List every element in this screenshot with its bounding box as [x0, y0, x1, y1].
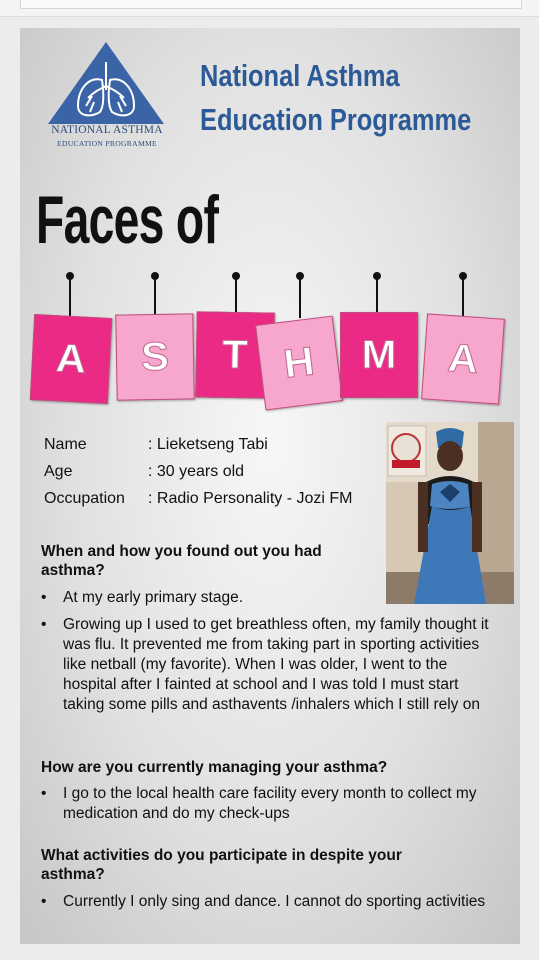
string — [235, 278, 237, 316]
top-bar-segment — [20, 0, 522, 9]
organization-title-line1: National Asthma — [200, 58, 400, 93]
tag-letter: H — [281, 338, 317, 387]
tag-letter: S — [140, 334, 170, 379]
headline: Faces of — [36, 182, 219, 258]
string — [299, 278, 301, 318]
profile-age-value: : 30 years old — [148, 463, 245, 480]
bullet-icon: • — [41, 785, 47, 802]
answer-text: I go to the local health care facility every month to collect my medication and do my check-ups — [63, 785, 477, 822]
poster — [20, 28, 520, 944]
tag-letter-m — [340, 312, 418, 398]
tag-letter-h — [255, 316, 343, 411]
profile-occupation-value: : Radio Personality - Jozi FM — [148, 490, 353, 507]
organization-title — [200, 54, 471, 142]
string — [376, 278, 378, 316]
profile-name-value: : Lieketseng Tabi — [148, 436, 268, 453]
bullet-icon: • — [41, 589, 47, 606]
tag-letter: A — [54, 335, 88, 382]
profile-occupation-label: Occupation — [44, 490, 125, 507]
question-1: When and how you found out you had asthma? — [41, 543, 322, 579]
tag-letter-s — [115, 313, 194, 400]
profile-name-label: Name — [44, 436, 87, 453]
logo-text-line2: EDUCATION PROGRAMME — [57, 139, 157, 148]
tag-letter: T — [221, 332, 249, 377]
profile-photo — [386, 422, 514, 604]
tag-letter-a — [30, 314, 112, 404]
tag-letter: M — [361, 332, 397, 377]
string — [462, 278, 464, 320]
answer-text: Growing up I used to get breathless often, my family thought it was flu. It prevented me from taking part in sporting activities like netball (my favorite). When I was older, I went to the hospital after I fainted at school and I was told I must start taking some pills and asthavents /inhalers which I still rely on — [63, 616, 489, 713]
answer-text: Currently I only sing and dance. I cannot do sporting activities — [63, 893, 486, 910]
tag-letter: A — [446, 335, 480, 382]
bullet-icon: • — [41, 616, 47, 633]
question-2: How are you currently managing your asthma? — [41, 759, 388, 776]
string — [69, 278, 71, 318]
organization-title-line2: Education Programme — [200, 102, 472, 137]
profile-age-label: Age — [44, 463, 73, 480]
bullet-icon: • — [41, 893, 47, 910]
question-3: What activities do you participate in despite your asthma? — [41, 847, 402, 883]
answer-text: At my early primary stage. — [63, 589, 244, 606]
logo-text-line1: NATIONAL ASTHMA — [51, 124, 163, 136]
string — [154, 278, 156, 318]
tag-letter-a-2 — [421, 313, 505, 404]
top-bar — [0, 0, 539, 17]
